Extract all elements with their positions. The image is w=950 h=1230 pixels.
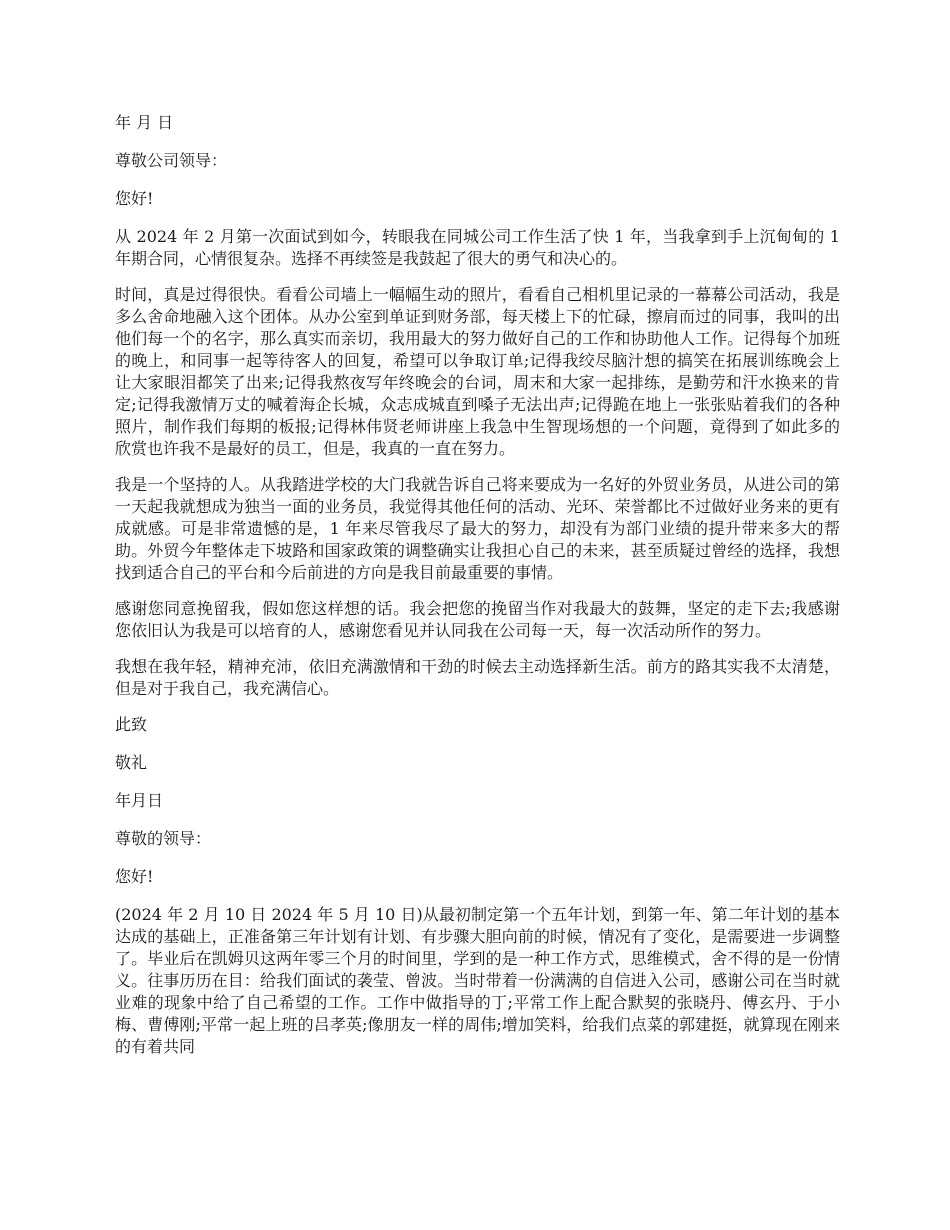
body-paragraph: 从 2024 年 2 月第一次面试到如今，转眼我在同城公司工作生活了快 1 年，当我拿到手上沉甸甸的 1 年期合同，心情很复杂。选择不再续签是我鼓起了很大的勇气和决心的。 [115,227,840,268]
body-paragraph: (2024 年 2 月 10 日 2024 年 5 月 10 日)从最初制定第一个五年计划，到第一年、第二年计划的基本达成的基础上，正准备第三年计划有计划、有步骤大胆向前的时候，情况有了变化，是需要进一步调整了。毕业后在凯姆贝这两年零三个月的时间里，学到的是一种工作方式，思维模式，舍不得的是一份情义。往事历历在目：给我们面试的袭莹、曾波。当时带着一份满满的自信进入公司，感谢公司在当时就业难的现象中给了自己希望的工作。工作中做指导的丁;平常工作上配合默契的张晓丹、傅玄丹、于小梅、曹傅刚;平常一起上班的吕孝英;像朋友一样的周伟;增加笑料，给我们点菜的郭建挺，就算现在刚来的有着共同 [115,905,840,1056]
body-paragraph: 时间，真是过得很快。看看公司墙上一幅幅生动的照片，看看自己相机里记录的一幕幕公司活动，我是多么舍命地融入这个团体。从办公室到单证到财务部，每天楼上下的忙碌，擦肩而过的同事，我叫的出他们每一个的名字，那么真实而亲切，我用最大的努力做好自己的工作和协助他人工作。记得每个加班的晚上，和同事一起等待客人的回复，希望可以争取订单;记得我绞尽脑汁想的搞笑在拓展训练晚会上让大家眼泪都笑了出来;记得我熬夜写年终晚会的台词，周末和大家一起排练，是勤劳和汗水换来的肯定;记得我激情万丈的喊着海企长城，众志成城直到嗓子无法出声;记得跪在地上一张张贴着我们的各种照片，制作我们每期的板报;记得林伟贤老师讲座上我急中生智现场想的一个问题，竟得到了如此多的欣赏也许我不是最好的员工，但是，我真的一直在努力。 [115,285,840,458]
greeting-2: 您好! [115,867,154,886]
salutation: 尊敬公司领导： [115,151,228,170]
date-line-2: 年月日 [115,791,164,810]
closing-line: 此致 [115,715,148,734]
body-paragraph: 我想在我年轻，精神充沛，依旧充满激情和干劲的时候去主动选择新生活。前方的路其实我不太清楚，但是对于我自己，我充满信心。 [115,657,840,698]
salutation-2: 尊敬的领导： [115,829,212,848]
body-paragraph: 我是一个坚持的人。从我踏进学校的大门我就告诉自己将来要成为一名好的外贸业务员，从进公司的第一天起我就想成为独当一面的业务员，我觉得其他任何的活动、光环、荣誉都比不过做好业务来的更有成就感。可是非常遗憾的是，1 年来尽管我尽了最大的努力，却没有为部门业绩的提升带来多大的帮助。外贸今年整体走下坡路和国家政策的调整确实让我担心自己的未来，甚至质疑过曾经的选择，我想找到适合自己的平台和今后前进的方向是我目前最重要的事情。 [115,475,840,582]
date-line: 年 月 日 [115,113,174,132]
greeting: 您好! [115,189,154,208]
body-paragraph: 感谢您同意挽留我，假如您这样想的话。我会把您的挽留当作对我最大的鼓舞，坚定的走下去;我感谢您依旧认为我是可以培育的人，感谢您看见并认同我在公司每一天，每一次活动所作的努力。 [115,599,840,640]
letter-page [115,112,840,1072]
closing-regards: 敬礼 [115,753,148,772]
